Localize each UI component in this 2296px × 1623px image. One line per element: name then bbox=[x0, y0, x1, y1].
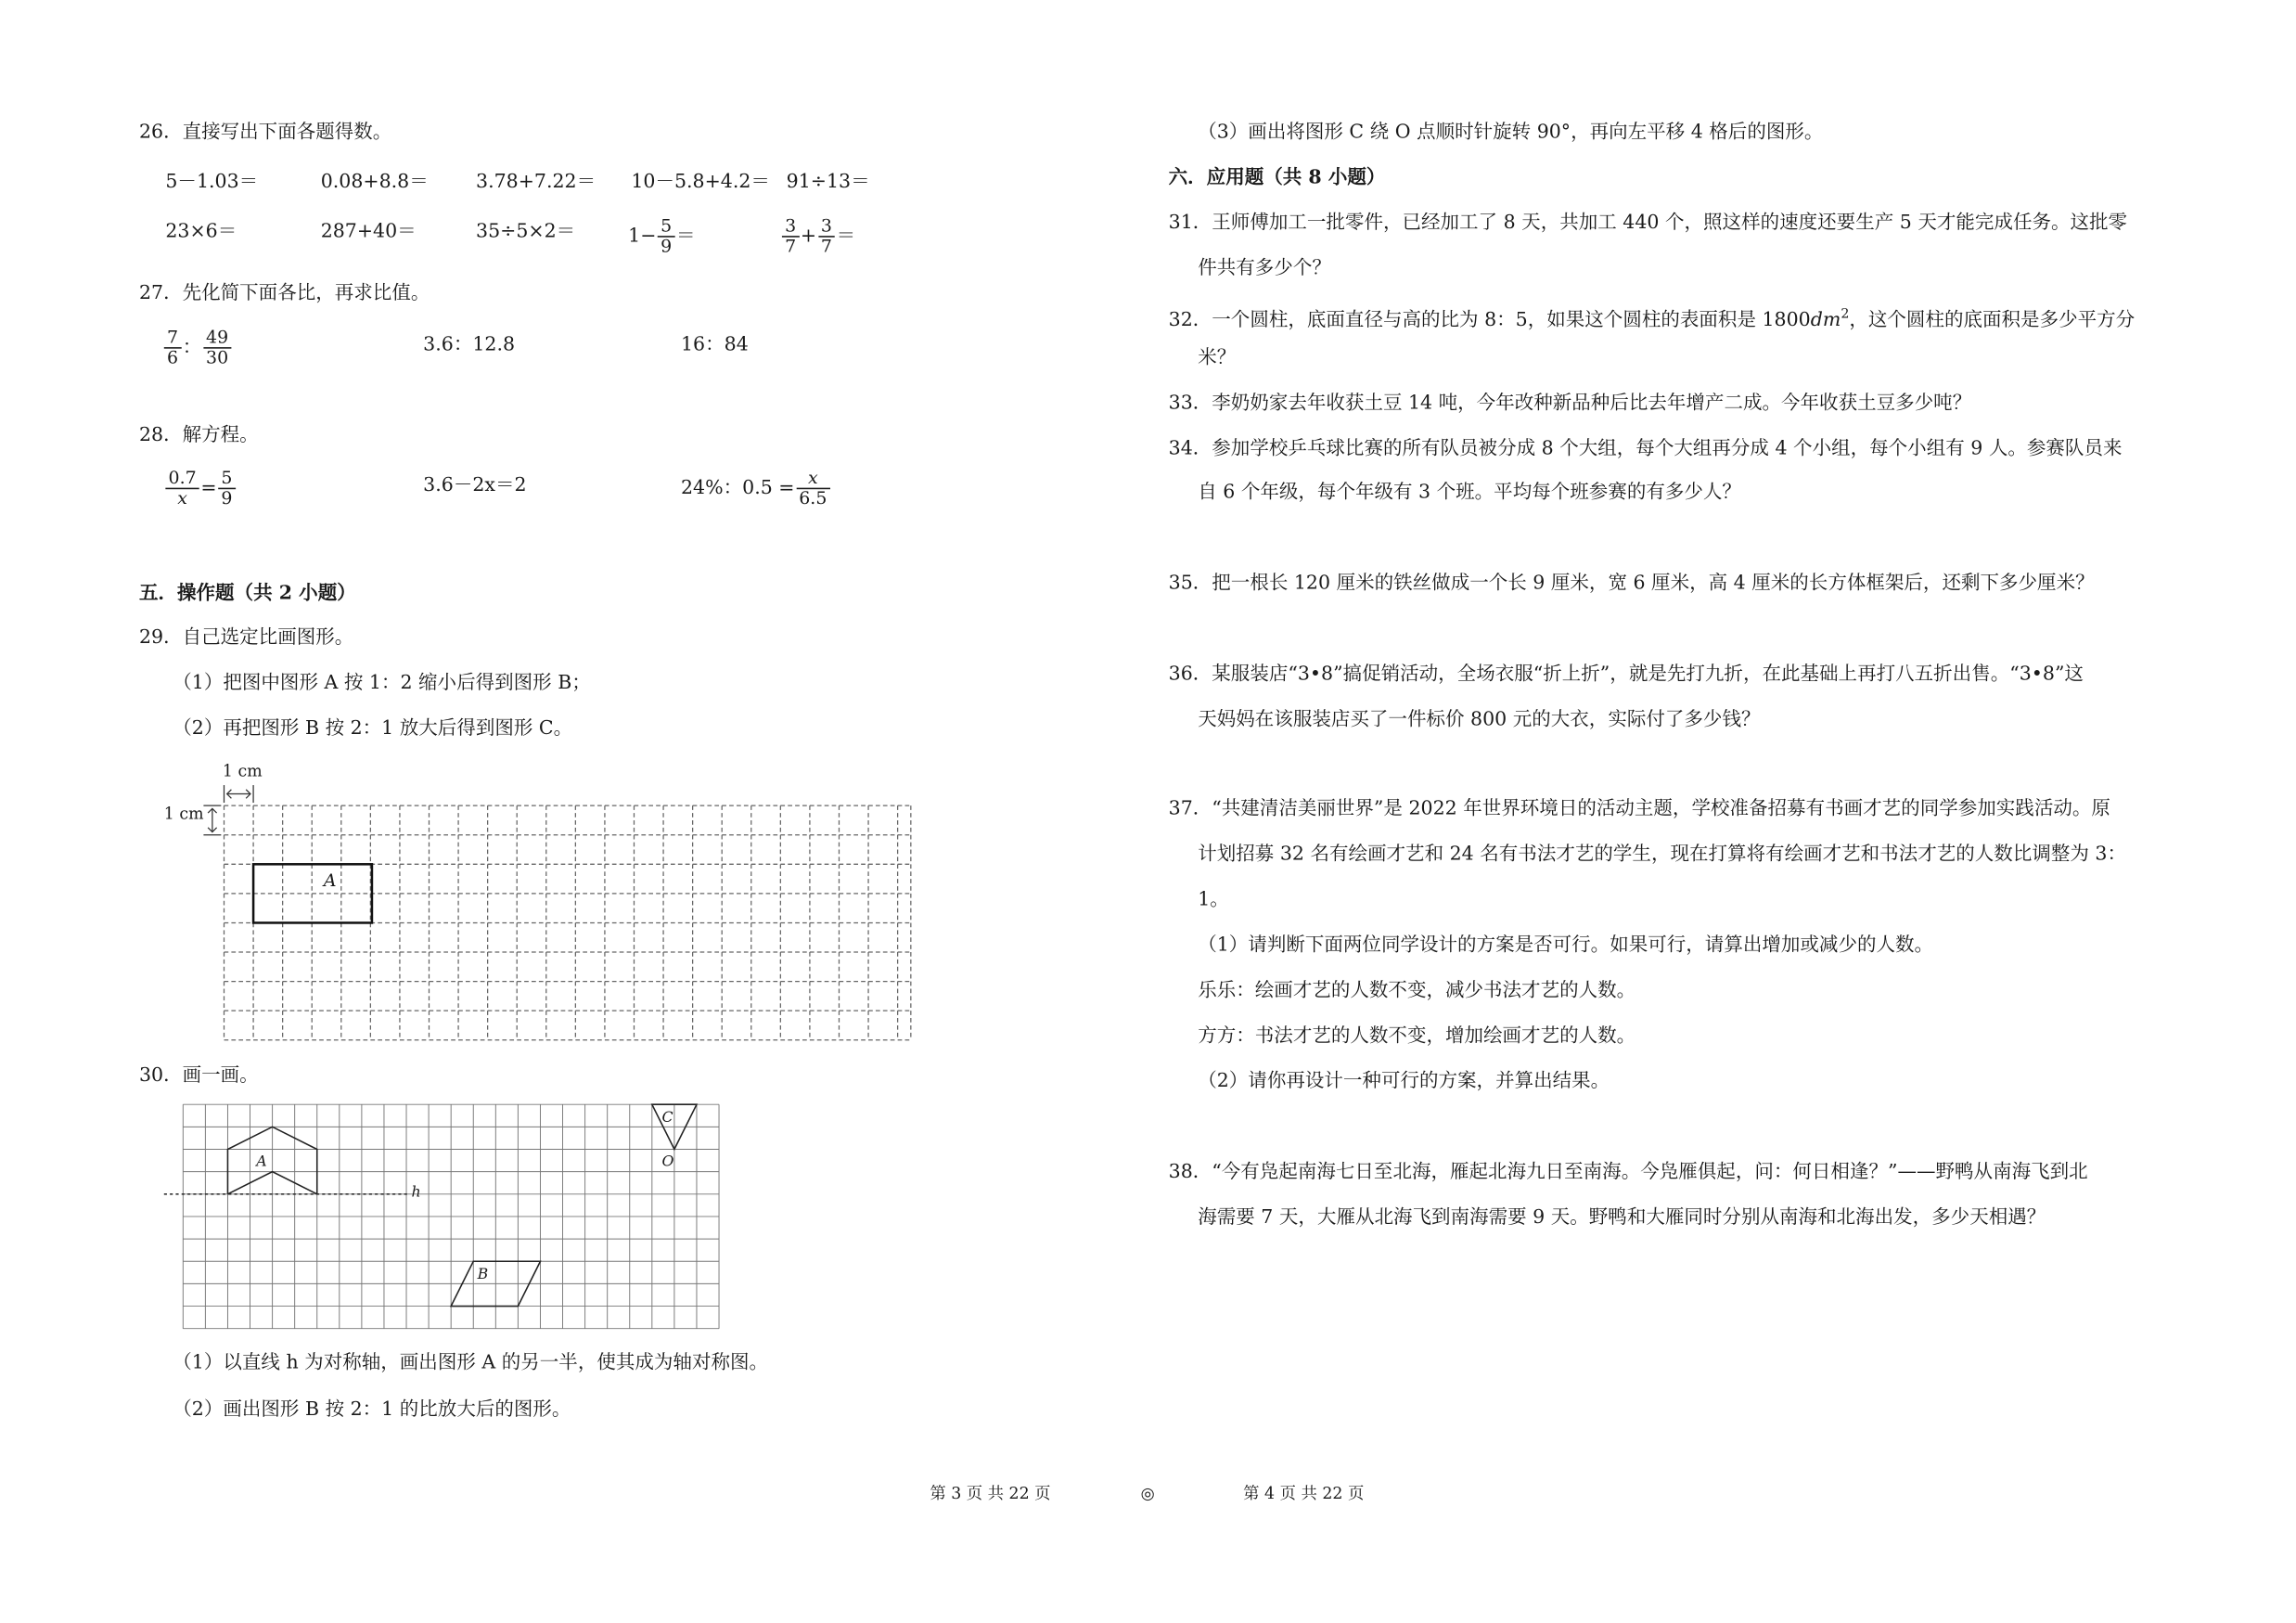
q30-step-3: （3）画出将图形 C 绕 O 点顺时针旋转 90°，再向左平移 4 格后的图形。 bbox=[1198, 122, 1824, 144]
q32-line-1: 32．一个圆柱，底面直径与高的比为 8：5，如果这个圆柱的表面积是 $1800dm^2$，这个圆柱的底面积是多少平方分 bbox=[1168, 307, 2136, 332]
q26-item: 5－1.03＝ bbox=[165, 171, 259, 194]
q30-step-2: （2）画出图形 B 按 2：1 的比放大后的图形。 bbox=[173, 1398, 571, 1422]
q27-ratio-3: 16：84 bbox=[681, 333, 749, 356]
shape-b-label: B bbox=[477, 1267, 489, 1283]
q26-item: 3.78+7.22＝ bbox=[476, 171, 596, 194]
q27-title: 27．先化简下面各比，再求比值。 bbox=[138, 282, 430, 305]
q37-step-2: （2）请你再设计一种可行的方案，并算出结果。 bbox=[1198, 1070, 1610, 1093]
q37-step-1: （1）请判断下面两位同学设计的方案是否可行。如果可行，请算出增加或减少的人数。 bbox=[1198, 934, 1934, 957]
q27-ratio-2: 3.6：12.8 bbox=[423, 333, 516, 356]
q29-step-2: （2）再把图形 B 按 2：1 放大后得到图形 C。 bbox=[173, 717, 573, 741]
q26-fraction-a: 1− $\frac{5}{9}$ ＝ bbox=[628, 215, 696, 257]
q26-item: 35÷5×2＝ bbox=[476, 221, 576, 244]
q35-text: 35．把一根长 120 厘米的铁丝做成一个长 9 厘米，宽 6 厘米，高 4 厘米的长方体框架后，还剩下多少厘米？ bbox=[1168, 573, 2095, 595]
shape-c-label: C bbox=[661, 1110, 673, 1127]
q26-fraction-b: $\frac{3}{7}$ + $\frac{3}{7}$ ＝ bbox=[780, 217, 855, 257]
q33-text: 33．李奶奶家去年收获土豆 14 吨，今年改种新品种后比去年增产二成。今年收获土豆多少吨？ bbox=[1168, 393, 1972, 415]
q26-title: 26．直接写出下面各题得数。 bbox=[138, 122, 392, 144]
shape-a-label: A bbox=[323, 869, 337, 891]
shape-a-label: A bbox=[256, 1153, 267, 1171]
q31-line-1: 31．王师傅加工一批零件，已经加工了 8 天，共加工 440 个，照这样的速度还要生产 5 天才能完成任务。这批零 bbox=[1168, 212, 2128, 235]
grid-lines bbox=[183, 1104, 719, 1329]
q31-line-2: 件共有多少个？ bbox=[1198, 257, 1331, 280]
q27-ratio-1: $\frac{7}{6}$ ： $\frac{49}{30}$ bbox=[162, 328, 233, 368]
q38-line-1: 38．“今有凫起南海七日至北海，雁起北海九日至南海。今凫雁俱起，问：何日相逢？”——野鸭从南海飞到北 bbox=[1168, 1161, 2088, 1184]
q26-item: 0.08+8.8＝ bbox=[320, 171, 429, 194]
q37-line-3: 1。 bbox=[1198, 889, 1229, 911]
unit-markers bbox=[203, 785, 253, 835]
q37-line-2: 计划招募 32 名有绘画才艺和 24 名有书法才艺的学生，现在打算将有绘画才艺和书法才艺的人数比调整为 3： bbox=[1198, 844, 2127, 866]
q28-equation-1: $\frac{0.7}{x}$ = $\frac{5}{9}$ bbox=[164, 469, 237, 509]
q37-lele: 乐乐：绘画才艺的人数不变，减少书法才艺的人数。 bbox=[1198, 980, 1636, 1002]
unit-label-horizontal: 1 cm bbox=[222, 761, 263, 781]
q36-line-1: 36．某服装店“3•8”搞促销活动，全场衣服“折上折”，就是先打九折，在此基础上再打八五折出售。“3•8”这 bbox=[1168, 663, 2084, 686]
q29-title: 29．自己选定比画图形。 bbox=[138, 626, 354, 650]
section-5-title: 五．操作题（共 2 小题） bbox=[138, 583, 356, 605]
q26-item: 23×6＝ bbox=[165, 221, 237, 244]
unit-label-vertical: 1 cm bbox=[163, 804, 204, 824]
q26-item: 91÷13＝ bbox=[786, 171, 870, 194]
q38-line-2: 海需要 7 天，大雁从北海飞到南海需要 9 天。野鸭和大雁同时分别从南海和北海出发，多少天相遇？ bbox=[1198, 1206, 2046, 1230]
q34-line-2: 自 6 个年级，每个年级有 3 个班。平均每个班参赛的有多少人？ bbox=[1198, 482, 1741, 505]
page-number-right: 第 4 页 共 22 页 bbox=[1243, 1484, 1365, 1503]
q32-line-2: 米？ bbox=[1198, 347, 1237, 369]
footer-divider: ◎ bbox=[1140, 1484, 1155, 1503]
page-number-left: 第 3 页 共 22 页 bbox=[930, 1484, 1051, 1503]
q30-step-1: （1）以直线 h 为对称轴，画出图形 A 的另一半，使其成为轴对称图。 bbox=[173, 1351, 769, 1374]
q37-line-1: 37．“共建清洁美丽世界”是 2022 年世界环境日的活动主题，学校准备招募有书画才艺的同学参加实践活动。原 bbox=[1168, 798, 2110, 820]
q29-step-1: （1）把图中图形 A 按 1：2 缩小后得到图形 B； bbox=[173, 672, 591, 695]
axis-h-label: h bbox=[411, 1185, 421, 1202]
q26-item: 287+40＝ bbox=[320, 221, 417, 244]
q28-equation-2: 3.6－2x＝2 bbox=[423, 474, 527, 497]
q30-title: 30．画一画。 bbox=[138, 1064, 259, 1088]
section-6-title: 六．应用题（共 8 小题） bbox=[1168, 166, 1386, 189]
q28-title: 28．解方程。 bbox=[138, 424, 259, 447]
q28-equation-3: 24%：0.5 = $\frac{x}{6.5}$ bbox=[681, 469, 831, 509]
q34-line-1: 34．参加学校乒乓球比赛的所有队员被分成 8 个大组，每个大组再分成 4 个小组，每个小组有 9 人。参赛队员来 bbox=[1168, 437, 2123, 460]
q37-fangfang: 方方：书法才艺的人数不变，增加绘画才艺的人数。 bbox=[1198, 1024, 1636, 1048]
point-o-label: O bbox=[661, 1153, 674, 1171]
q26-item: 10－5.8+4.2＝ bbox=[631, 171, 770, 194]
q30-grid bbox=[0, 0, 2, 2]
q36-line-2: 天妈妈在该服装店买了一件标价 800 元的大衣，实际付了多少钱？ bbox=[1198, 708, 1761, 731]
